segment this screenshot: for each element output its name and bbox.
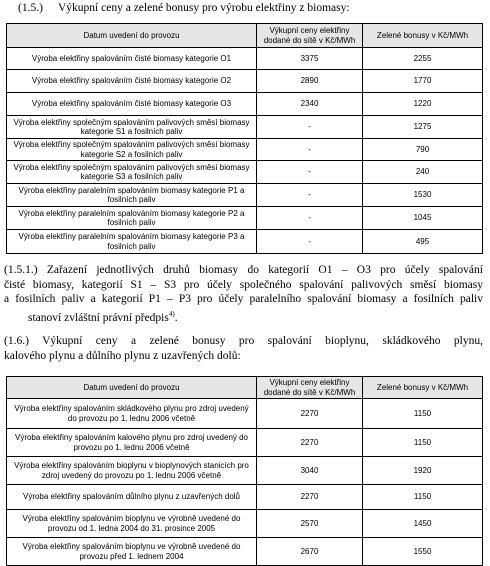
row-bonus: 1150 bbox=[363, 485, 483, 510]
row-description: Výroba elektřiny společným spalováním palivových směsí biomasy kategorie S2 a fosilních paliv bbox=[7, 139, 257, 161]
biogas-table bbox=[6, 376, 483, 566]
row-description: Výroba elektřiny paralelním spalováním biomasy kategorie P3 a fosilních paliv bbox=[7, 230, 257, 254]
row-bonus: 2255 bbox=[363, 48, 483, 70]
section-number: (1.5.) bbox=[18, 2, 43, 14]
table-row bbox=[7, 485, 483, 510]
row-description: Výroba elektřiny spalováním čisté biomasy kategorie O2 bbox=[7, 70, 257, 93]
paragraph-period: . bbox=[174, 311, 178, 324]
paragraph-text: stanoví zvláštní právní předpis bbox=[28, 311, 169, 324]
row-price: - bbox=[257, 116, 363, 139]
row-bonus: 495 bbox=[363, 230, 483, 254]
row-bonus: 1150 bbox=[363, 399, 483, 429]
header-price: Výkupní ceny elektřiny dodané do sítě v Kč/MWh bbox=[257, 377, 363, 399]
table-header-row bbox=[7, 377, 483, 399]
row-description: Výroba elektřiny paralelním spalováním biomasy kategorie P2 a fosilních paliv bbox=[7, 207, 257, 230]
row-description: Výroba elektřiny společným spalováním palivových směsí biomasy kategorie S1 a fosilních paliv bbox=[7, 116, 257, 139]
section-heading-1-6 bbox=[4, 334, 483, 363]
table-row bbox=[7, 161, 483, 184]
paragraph-1-5-1 bbox=[4, 263, 483, 325]
row-bonus: 1150 bbox=[363, 429, 483, 457]
row-price: 2890 bbox=[257, 70, 363, 93]
row-price: - bbox=[257, 230, 363, 254]
row-price: - bbox=[257, 161, 363, 184]
row-price: - bbox=[257, 139, 363, 161]
row-bonus: 790 bbox=[363, 139, 483, 161]
row-description: Výroba elektřiny spalováním bioplynu ve výrobně uvedené do provozu od 1. ledna 2004 do 31. prosince 2005 bbox=[7, 510, 257, 538]
table-row bbox=[7, 48, 483, 70]
header-price: Výkupní ceny elektřiny dodané do sítě v Kč/MWh bbox=[257, 24, 363, 48]
table-row bbox=[7, 70, 483, 93]
table-row bbox=[7, 139, 483, 161]
row-price: - bbox=[257, 184, 363, 207]
row-price: 2670 bbox=[257, 538, 363, 566]
paragraph-line: (1.5.1.) Zařazení jednotlivých druhů biomasy do kategorií O1 – O3 pro účely spalování bbox=[4, 264, 483, 276]
row-price: 3375 bbox=[257, 48, 363, 70]
table-row bbox=[7, 230, 483, 254]
table-row bbox=[7, 184, 483, 207]
biomass-table bbox=[6, 23, 483, 254]
row-price: 2270 bbox=[257, 485, 363, 510]
row-description: Výroba elektřiny spalováním důlního plynu z uzavřených dolů bbox=[7, 485, 257, 510]
table-row bbox=[7, 399, 483, 429]
row-bonus: 1920 bbox=[363, 457, 483, 485]
row-price: 3040 bbox=[257, 457, 363, 485]
row-bonus: 1220 bbox=[363, 93, 483, 116]
row-bonus: 240 bbox=[363, 161, 483, 184]
row-bonus: 1045 bbox=[363, 207, 483, 230]
row-price: 2270 bbox=[257, 399, 363, 429]
section-heading-1-5 bbox=[18, 2, 350, 15]
paragraph-line: a fosilních paliv a kategorií P1 – P3 pro účely paralelního spalování biomasy a fosilních paliv bbox=[4, 293, 483, 305]
row-description: Výroba elektřiny spalováním bioplynu ve výrobně uvedené do provozu před 1. lednem 2004 bbox=[7, 538, 257, 566]
row-bonus: 1550 bbox=[363, 538, 483, 566]
table-row bbox=[7, 93, 483, 116]
row-description: Výroba elektřiny spalováním skládkového plynu pro zdroj uvedený do provozu po 1. lednu 2006 včetně bbox=[7, 399, 257, 429]
table-header-row bbox=[7, 24, 483, 48]
row-description: Výroba elektřiny společným spalováním palivových směsí biomasy kategorie S3 a fosilních paliv bbox=[7, 161, 257, 184]
table-row bbox=[7, 429, 483, 457]
table-row bbox=[7, 207, 483, 230]
paragraph-last-line bbox=[4, 307, 483, 325]
table-row bbox=[7, 116, 483, 139]
header-bonus: Zelené bonusy v Kč/MWh bbox=[363, 24, 483, 48]
row-price: - bbox=[257, 207, 363, 230]
row-description: Výroba elektřiny spalováním bioplynu v bioplynových stanicích pro zdroj uvedený do provozu po 1. lednu 2006 včetně bbox=[7, 457, 257, 485]
paragraph-line: kalového plynu a důlního plynu z uzavřených dolů: bbox=[4, 349, 241, 362]
row-bonus: 1770 bbox=[363, 70, 483, 93]
header-bonus: Zelené bonusy v Kč/MWh bbox=[363, 377, 483, 399]
row-description: Výroba elektřiny spalováním kalového plynu pro zdroj uvedený do provozu po 1. lednu 2006 včetně bbox=[7, 429, 257, 457]
paragraph-line: (1.6.) Výkupní ceny a zelené bonusy pro spalování bioplynu, skládkového plynu, bbox=[4, 335, 483, 347]
row-bonus: 1275 bbox=[363, 116, 483, 139]
footnote-marker: 4) bbox=[168, 309, 175, 318]
row-price: 2340 bbox=[257, 93, 363, 116]
row-bonus: 1530 bbox=[363, 184, 483, 207]
row-price: 2270 bbox=[257, 429, 363, 457]
table-row bbox=[7, 457, 483, 485]
row-description: Výroba elektřiny spalováním čisté biomasy kategorie O1 bbox=[7, 48, 257, 70]
table-row bbox=[7, 510, 483, 538]
row-description: Výroba elektřiny paralelním spalováním biomasy kategorie P1 a fosilních paliv bbox=[7, 184, 257, 207]
header-date: Datum uvedení do provozu bbox=[7, 24, 257, 48]
header-date: Datum uvedení do provozu bbox=[7, 377, 257, 399]
section-title: Výkupní ceny a zelené bonusy pro výrobu elektřiny z biomasy: bbox=[58, 2, 350, 14]
row-price: 2570 bbox=[257, 510, 363, 538]
row-description: Výroba elektřiny spalováním čisté biomasy kategorie O3 bbox=[7, 93, 257, 116]
paragraph-line: čisté biomasy, kategorií S1 – S3 pro účely společného spalování palivových směsí biomasy bbox=[4, 278, 483, 291]
row-bonus: 1450 bbox=[363, 510, 483, 538]
